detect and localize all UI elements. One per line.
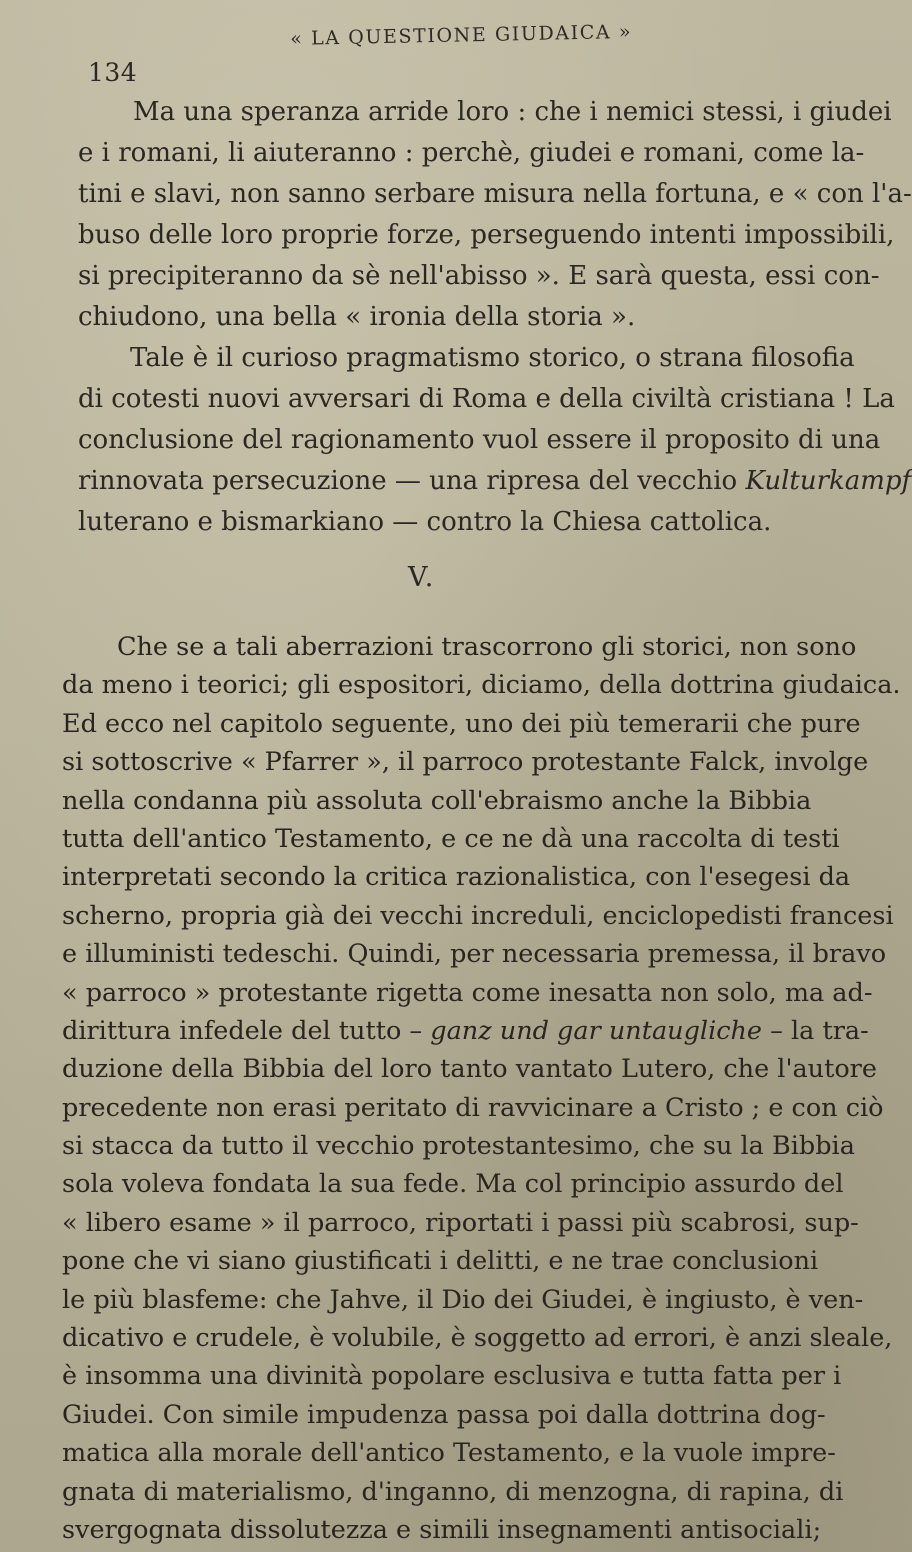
text-line: nella condanna più assoluta coll'ebraismo anche la Bibbia [62,785,812,816]
text-line [78,461,912,502]
text-line: interpretati secondo la critica razionalistica, con l'esegesi da [62,862,851,893]
text-line: gnata di materialismo, d'inganno, di menzogna, di rapina, di [62,1476,844,1507]
text-line: Ed ecco nel capitolo seguente, uno dei più temerarii che pure [62,708,861,739]
section-heading: V. [408,562,436,593]
running-head: « LA QUESTIONE GIUDAICA » [290,20,633,50]
text-line: si sottoscrive « Pfarrer », il parroco protestante Falck, involge [62,747,869,778]
text-line: buso delle loro proprie forze, perseguendo intenti impossibili, [78,220,895,250]
text-line: precedente non erasi peritato di ravvicinare a Cristo ; e con ciò [62,1092,884,1123]
text-line: chiudono, una bella « ironia della storia ». [78,302,636,332]
text-line [62,1012,869,1050]
text-line: sola voleva fondata la sua fede. Ma col principio assurdo del [62,1169,844,1200]
italic-phrase: ganz und gar untaugliche [430,1015,763,1046]
text-line: scherno, propria già dei vecchi increduli, enciclopedisti francesi [62,900,894,931]
text-line: le più blasfeme: che Jahve, il Dio dei Giudei, è ingiusto, è ven- [62,1284,864,1315]
text-line: di cotesti nuovi avversari di Roma e della civiltà cristiana ! La [78,384,895,414]
text-line: e illuministi tedeschi. Quindi, per necessaria premessa, il bravo [62,939,887,970]
paragraph-block-2 [62,628,901,1549]
text-line: svergognata dissolutezza e simili insegnamenti antisociali; [62,1514,822,1545]
text-line: Ma una speranza arride loro : che i nemici stessi, i giudei [133,97,892,127]
text-line: « libero esame » il parroco, riportati i passi più scabrosi, sup- [62,1207,859,1238]
text-line: duzione della Bibbia del loro tanto vantato Lutero, che l'autore [62,1054,877,1085]
text-line: e i romani, li aiuteranno : perchè, giudei e romani, come la- [78,138,865,168]
text-line: si precipiteranno da sè nell'abisso ». E sarà questa, essi con- [78,261,880,291]
text-line: Tale è il curioso pragmatismo storico, o strana filosofia [130,343,855,373]
text-fragment: rinnovata persecuzione — una ripresa del vecchio [78,466,746,496]
text-line: luterano e bismarkiano — contro la Chiesa cattolica. [78,507,772,537]
text-line: è insomma una divinità popolare esclusiva e tutta fatta per i [62,1361,842,1392]
text-line: conclusione del ragionamento vuol essere il proposito di una [78,425,881,455]
text-line: tini e slavi, non sanno serbare misura nella fortuna, e « con l'a- [78,179,912,209]
text-line: pone che vi siano giustificati i delitti, e ne trae conclusioni [62,1246,819,1277]
text-fragment: dirittura infedele del tutto – [62,1015,431,1046]
text-line: Che se a tali aberrazioni trascorrono gli storici, non sono [117,632,857,662]
text-line: tutta dell'antico Testamento, e ce ne dà una raccolta di testi [62,823,840,854]
text-line: da meno i teorici; gli espositori, diciamo, della dottrina giudaica. [62,670,901,701]
italic-term: Kulturkampf [745,466,912,496]
text-line: Giudei. Con simile impudenza passa poi dalla dottrina dog- [62,1399,826,1430]
text-line: si stacca da tutto il vecchio protestantesimo, che su la Bibbia [62,1131,855,1162]
text-line: matica alla morale dell'antico Testamento, e la vuole impre- [62,1438,836,1469]
page-number: 134 [88,58,138,87]
text-line: « parroco » protestante rigetta come inesatta non solo, ma ad- [62,977,873,1008]
paragraph-block-1 [78,92,912,543]
text-fragment: – la tra- [762,1015,869,1046]
text-line: dicativo e crudele, è volubile, è soggetto ad errori, è anzi sleale, [62,1323,893,1354]
